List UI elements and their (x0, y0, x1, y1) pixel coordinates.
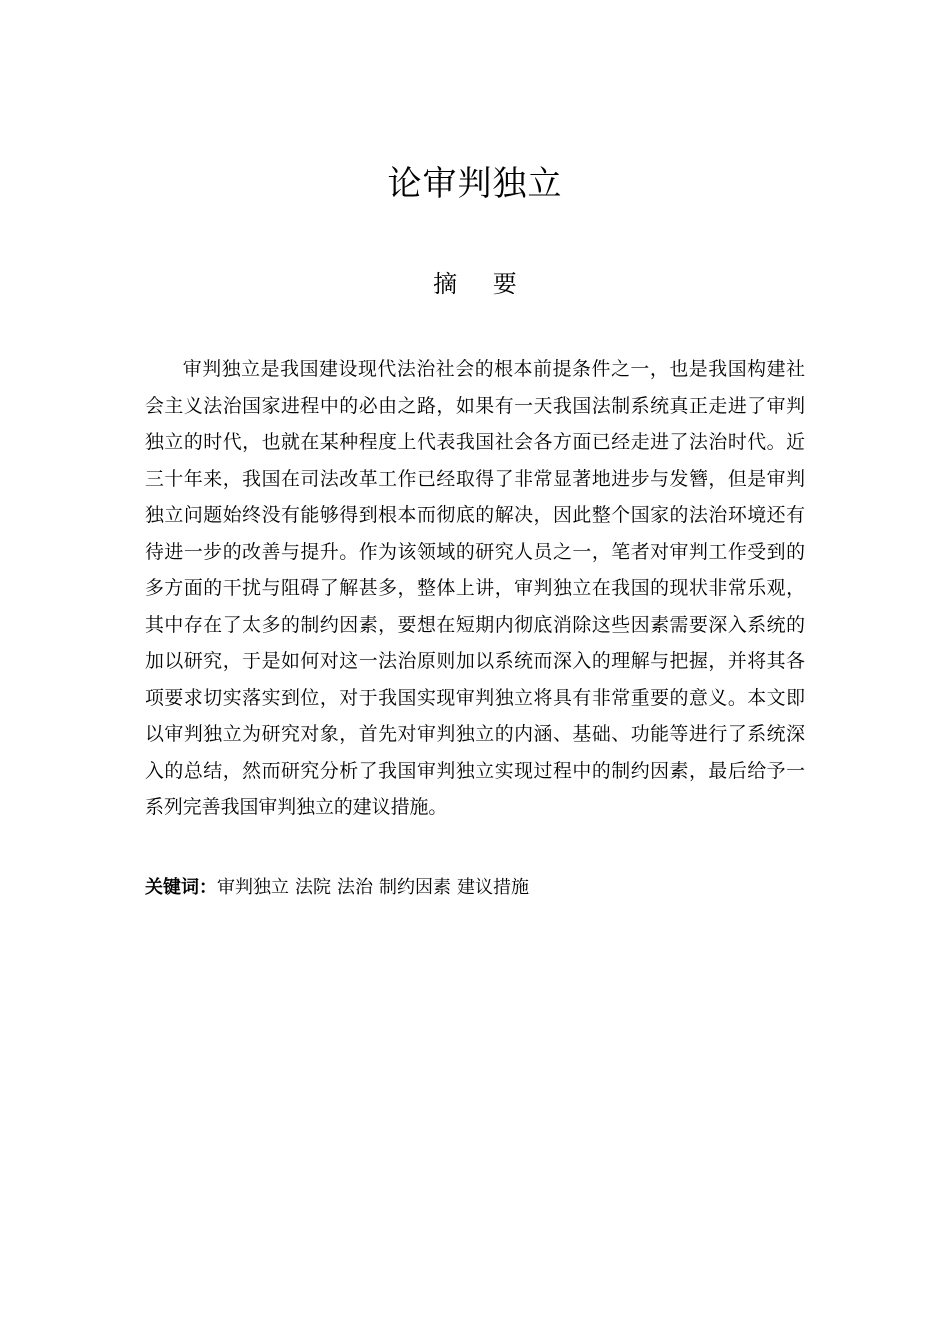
abstract-body: 审判独立是我国建设现代法治社会的根本前提条件之一，也是我国构建社会主义法治国家进程中的必由之路，如果有一天我国法制系统真正走进了审判独立的时代，也就在某种程度上代表我国社会各方面已经走进了法治时代。近三十年来，我国在司法改革工作已经取得了非常显著地进步与发簪，但是审判独立问题始终没有能够得到根本而彻底的解决，因此整个国家的法治环境还有待进一步的改善与提升。作为该领域的研究人员之一，笔者对审判工作受到的多方面的干扰与阻碍了解甚多，整体上讲，审判独立在我国的现状非常乐观，其中存在了太多的制约因素，要想在短期内彻底消除这些因素需要深入系统的加以研究，于是如何对这一法治原则加以系统而深入的理解与把握，并将其各项要求切实落实到位，对于我国实现审判独立将具有非常重要的意义。本文即以审判独立为研究对象，首先对审判独立的内涵、基础、功能等进行了系统深入的总结，然而研究分析了我国审判独立实现过程中的制约因素，最后给予一系列完善我国审判独立的建议措施。 (145, 358, 805, 818)
keyword-item: 建议措施 (457, 877, 529, 898)
keyword-item: 法院 (295, 877, 331, 898)
keywords-label: 关键词： (145, 877, 217, 898)
abstract-heading: 摘 要 (433, 270, 531, 298)
keyword-item: 法治 (337, 877, 373, 898)
keyword-item: 制约因素 (379, 877, 451, 898)
keyword-item: 审判独立 (217, 877, 289, 898)
keywords-line (145, 870, 805, 906)
document-title: 论审判独立 (387, 164, 563, 204)
